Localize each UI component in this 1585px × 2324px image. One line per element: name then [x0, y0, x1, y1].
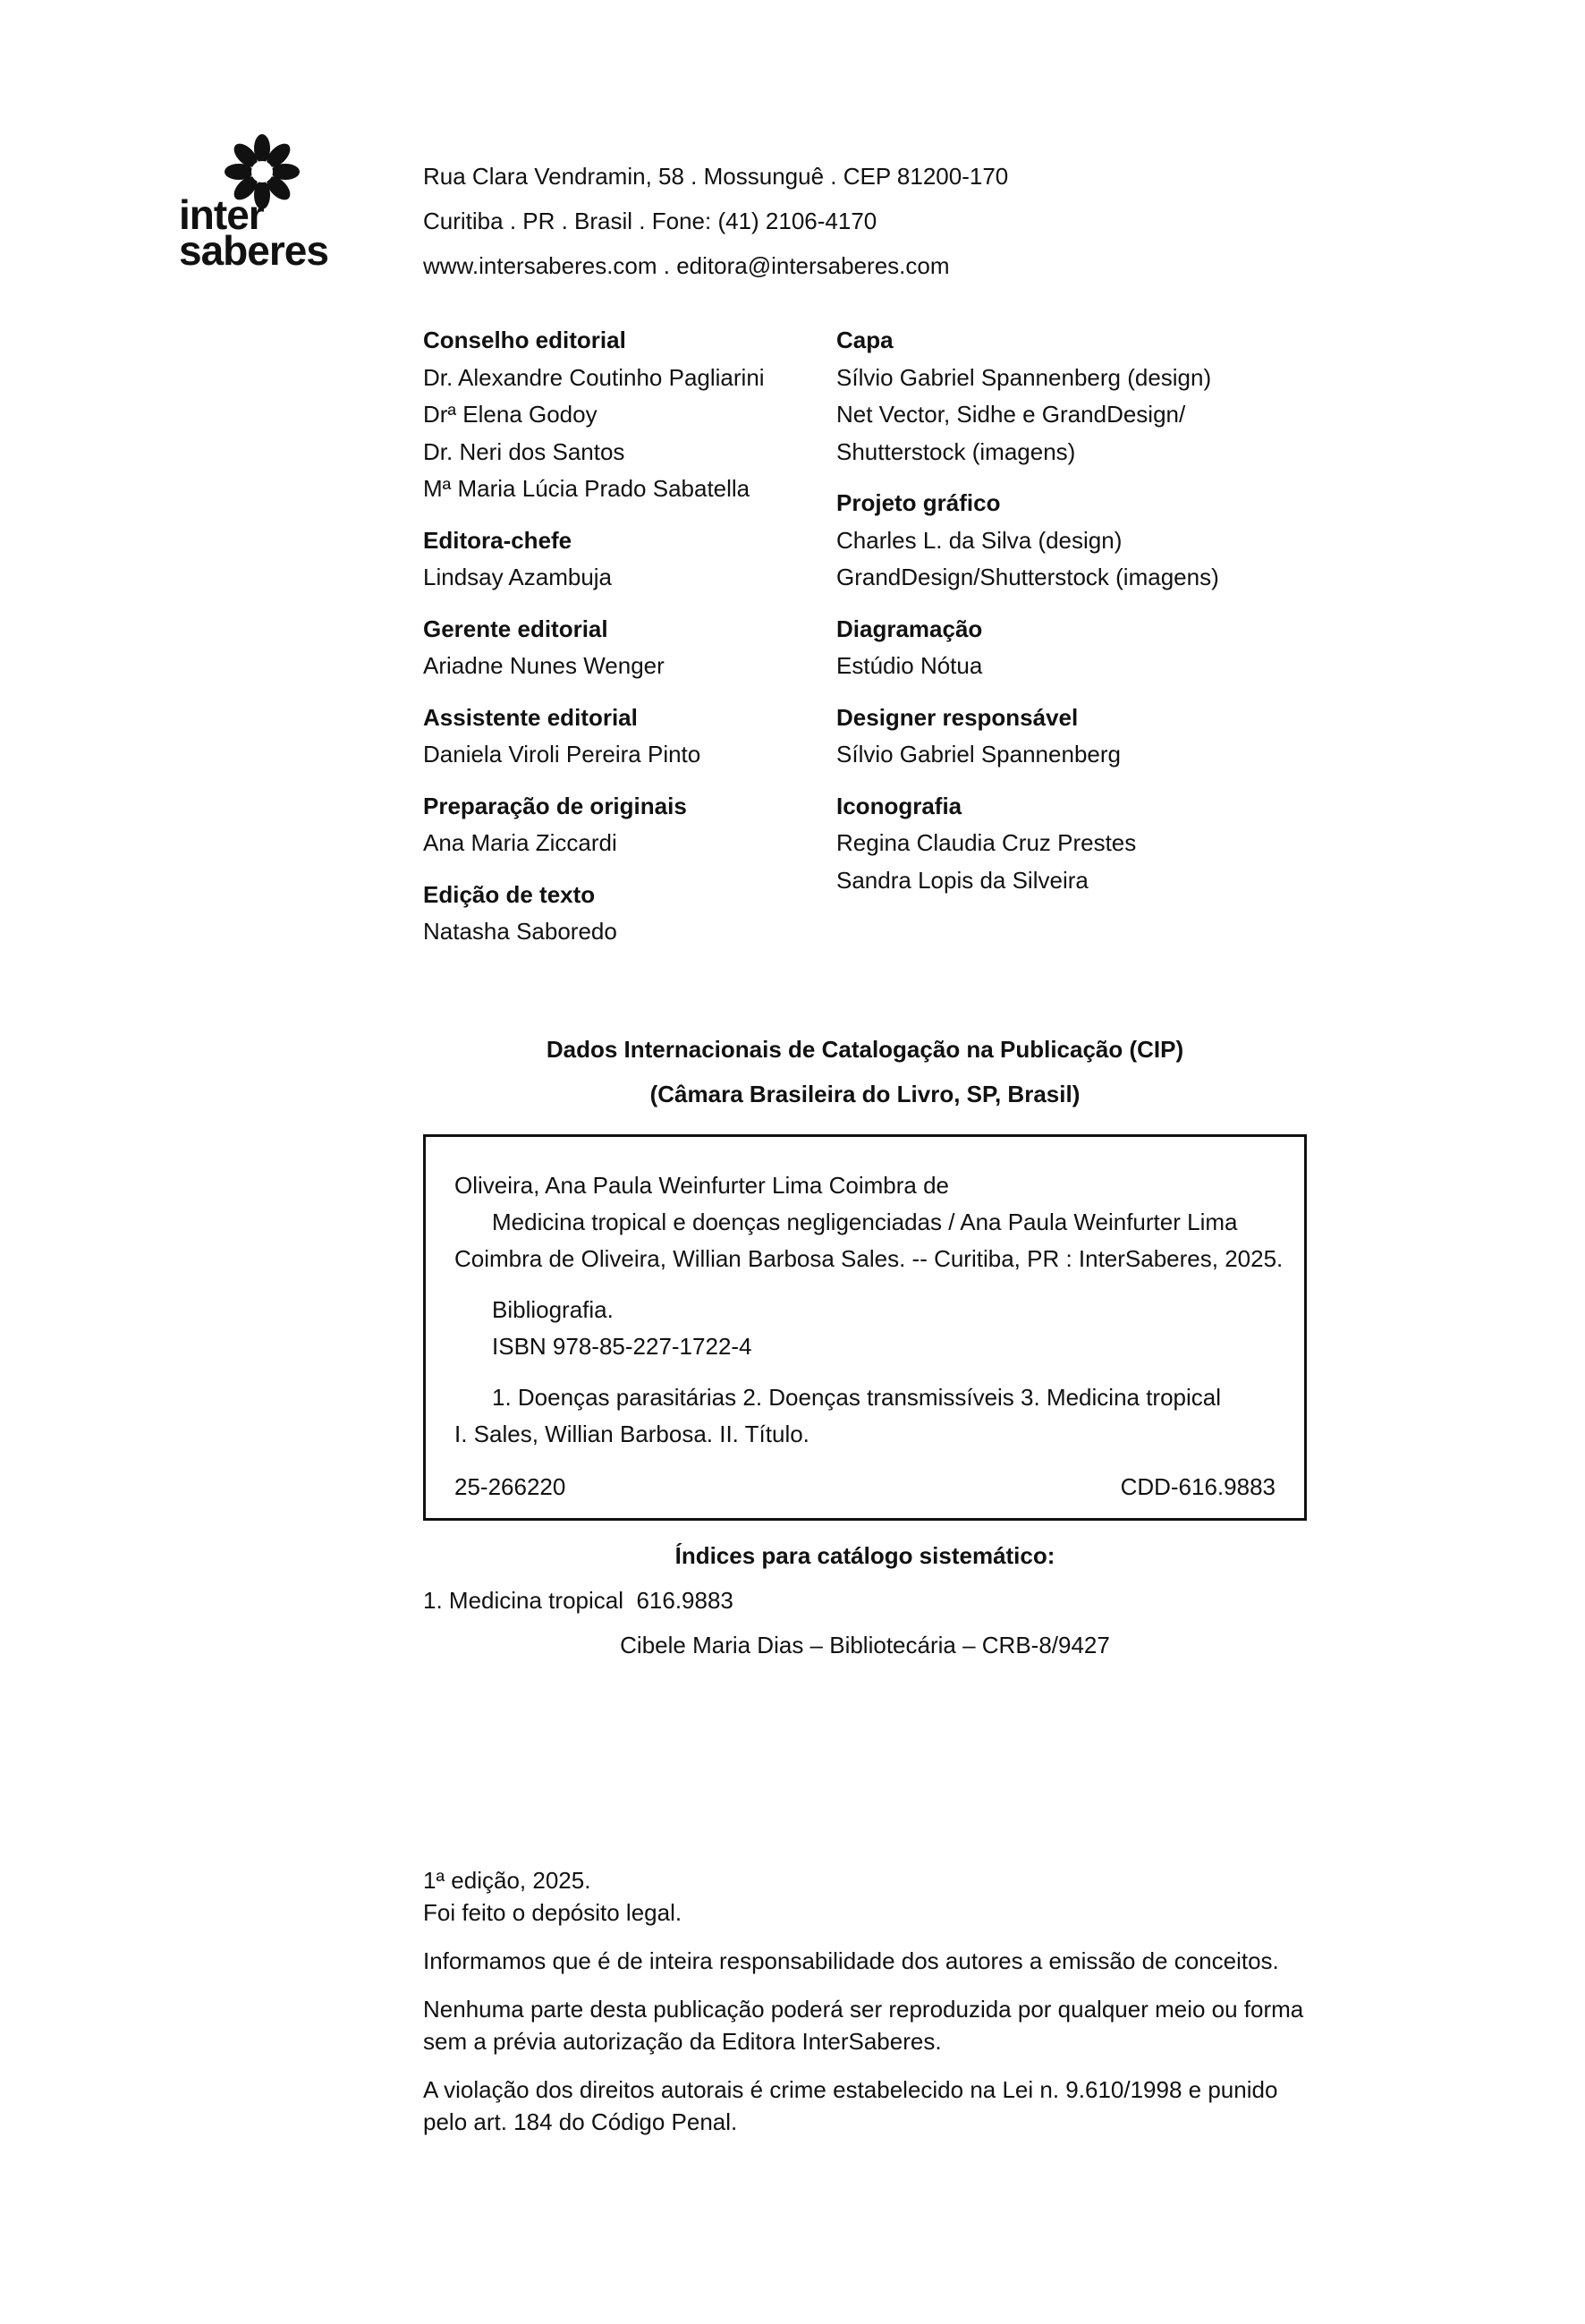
credits-right-column: [836, 322, 1301, 913]
credit-name: Sílvio Gabriel Spannenberg: [836, 741, 1121, 768]
cip-bibliography: Bibliografia.: [492, 1296, 614, 1323]
credit-heading: Designer responsável: [836, 703, 1079, 731]
logo-line-1: inter: [179, 191, 264, 238]
credit-group: [423, 611, 817, 685]
credits-left-column: [423, 322, 817, 965]
credit-name: Lindsay Azambuja: [423, 564, 613, 590]
reproduction-note: Nenhuma parte desta publicação poderá ser reproduzida por qualquer meio ou forma sem a prévia autorização da Editora InterSaberes.: [423, 1996, 1304, 2055]
credit-name: Natasha Saboredo: [423, 918, 617, 945]
credit-name: Ana Maria Ziccardi: [423, 829, 617, 856]
cip-subjects: I. Sales, Willian Barbosa. II. Título.: [454, 1421, 809, 1447]
cip-work-line: Coimbra de Oliveira, Willian Barbosa Sales. -- Curitiba, PR : InterSaberes, 2025.: [454, 1245, 1284, 1272]
credit-name: Estúdio Nótua: [836, 652, 983, 679]
credit-group: [423, 700, 817, 774]
credit-name: Drª Elena Godoy: [423, 401, 598, 428]
cip-author: Oliveira, Ana Paula Weinfurter Lima Coimbra de: [454, 1172, 949, 1199]
logo-line-2: saberes: [179, 227, 328, 274]
cip-record-box: [423, 1134, 1307, 1521]
credit-group: [836, 322, 1301, 471]
credit-group: [423, 522, 817, 597]
credit-name: Charles L. da Silva (design): [836, 526, 1123, 554]
credit-group: [423, 788, 817, 862]
credit-name: Sandra Lopis da Silveira: [836, 866, 1089, 894]
violation-note: A violação dos direitos autorais é crime estabelecido na Lei n. 9.610/1998 e punido pelo art. 184 do Código Penal.: [423, 2076, 1278, 2135]
legal-notes: [423, 1864, 1318, 2154]
publisher-address: [423, 154, 1008, 288]
librarian-credit: Cibele Maria Dias – Bibliotecária – CRB-8/9427: [620, 1632, 1110, 1658]
credit-name: Dr. Neri dos Santos: [423, 437, 625, 465]
responsibility-note: Informamos que é de inteira responsabilidade dos autores a emissão de conceitos.: [423, 1947, 1279, 1974]
credit-heading: Capa: [836, 327, 894, 353]
address-web: www.intersaberes.com . editora@intersaberes.com: [423, 252, 950, 279]
credit-heading: Projeto gráfico: [836, 489, 1001, 516]
cip-subjects: 1. Doenças parasitárias 2. Doenças transmissíveis 3. Medicina tropical: [492, 1384, 1222, 1411]
address-city: Curitiba . PR . Brasil . Fone: (41) 2106-4170: [423, 208, 877, 234]
address-street: Rua Clara Vendramin, 58 . Mossunguê . CEP 81200-170: [423, 163, 1009, 190]
credit-group: [423, 877, 817, 951]
credit-name: Net Vector, Sidhe e GrandDesign/: [836, 401, 1186, 428]
cip-isbn: ISBN 978-85-227-1722-4: [492, 1333, 752, 1360]
credit-heading: Edição de texto: [423, 880, 596, 908]
credit-name: Mª Maria Lúcia Prado Sabatella: [423, 475, 750, 502]
edition-note: 1ª edição, 2025.: [423, 1867, 591, 1894]
credit-heading: Gerente editorial: [423, 615, 608, 642]
index-title: Índices para catálogo sistemático:: [674, 1542, 1055, 1569]
credit-group: [836, 611, 1301, 685]
cip-cdd: CDD-616.9883: [1120, 1473, 1276, 1500]
credit-group: [836, 700, 1301, 774]
credit-name: GrandDesign/Shutterstock (imagens): [836, 564, 1219, 590]
credit-name: Sílvio Gabriel Spannenberg (design): [836, 363, 1212, 391]
cip-subtitle: (Câmara Brasileira do Livro, SP, Brasil): [649, 1081, 1081, 1107]
cip-title: Dados Internacionais de Catalogação na Publicação (CIP): [546, 1036, 1184, 1063]
credit-name: Dr. Alexandre Coutinho Pagliarini: [423, 363, 765, 391]
credit-heading: Conselho editorial: [423, 327, 626, 353]
credit-group: [836, 485, 1301, 597]
cip-footer-row: [454, 1469, 1276, 1506]
credit-name: Shutterstock (imagens): [836, 437, 1076, 465]
credit-heading: Editora-chefe: [423, 526, 572, 554]
credit-name: Ariadne Nunes Wenger: [423, 652, 665, 679]
logo-wordmark: [179, 191, 328, 274]
credit-name: Regina Claudia Cruz Prestes: [836, 829, 1137, 856]
credit-heading: Diagramação: [836, 615, 983, 642]
cip-work-line: Medicina tropical e doenças negligenciadas / Ana Paula Weinfurter Lima: [492, 1209, 1238, 1235]
credit-heading: Assistente editorial: [423, 703, 638, 731]
publisher-logo: [179, 134, 349, 277]
credit-group: [836, 788, 1301, 900]
deposit-note: Foi feito o depósito legal.: [423, 1899, 682, 1926]
credit-group: [423, 322, 817, 508]
credit-name: Daniela Viroli Pereira Pinto: [423, 741, 701, 768]
credit-heading: Iconografia: [836, 792, 962, 819]
cip-number: 25-266220: [454, 1473, 566, 1500]
credit-heading: Preparação de originais: [423, 792, 687, 819]
index-item: 1. Medicina tropical 616.9883: [423, 1587, 733, 1614]
